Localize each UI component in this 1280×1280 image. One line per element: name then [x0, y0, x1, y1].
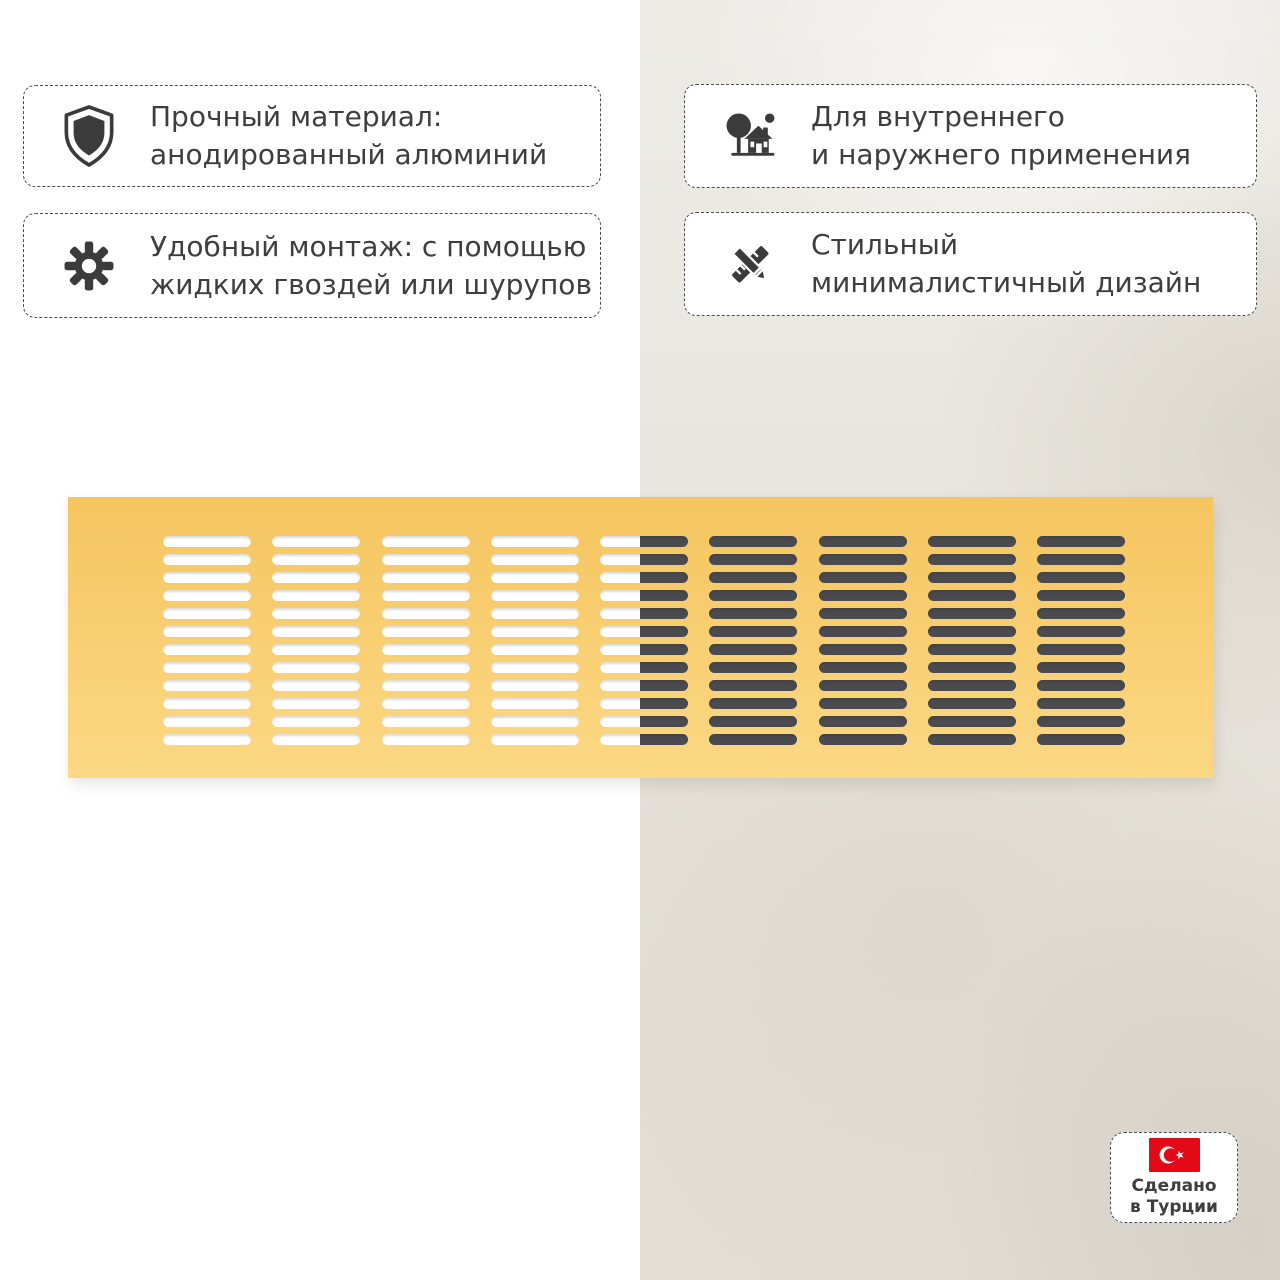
- grille-slot: [272, 716, 360, 727]
- grille-slot: [272, 644, 360, 655]
- grille-slot: [272, 608, 360, 619]
- grille-slot: [272, 572, 360, 583]
- feature-line: и наружнего применения: [811, 138, 1191, 171]
- gear-icon: [52, 239, 126, 293]
- grille-slot: [163, 644, 251, 655]
- grille-slot: [163, 590, 251, 601]
- feature-text: [150, 98, 547, 174]
- feature-line: жидких гвоздей или шурупов: [150, 267, 592, 301]
- shield-icon: [52, 104, 126, 168]
- grille-slot: [819, 554, 907, 565]
- grille-slot: [1037, 680, 1125, 691]
- grille-slot: [272, 680, 360, 691]
- grille-slot: [1037, 626, 1125, 637]
- grille-slot: [382, 680, 470, 691]
- grille-slot: [163, 554, 251, 565]
- grille-slot: [819, 626, 907, 637]
- grille-slot: [491, 572, 579, 583]
- grille-slot: [928, 734, 1016, 745]
- feature-card-design: [684, 212, 1257, 316]
- grille-slot: [1037, 572, 1125, 583]
- grille-slot: [382, 662, 470, 673]
- grille-slot: [819, 734, 907, 745]
- grille-slot: [709, 662, 797, 673]
- grille-slot: [163, 662, 251, 673]
- grille-slot: [1037, 662, 1125, 673]
- grille-slot: [382, 698, 470, 709]
- grille-slot: [382, 734, 470, 745]
- grille-slot: [819, 716, 907, 727]
- feature-text: [811, 226, 1201, 302]
- grille-slot: [819, 662, 907, 673]
- feature-line: Удобный монтаж: с помощью: [150, 229, 587, 263]
- badge-line: Сделано: [1131, 1175, 1217, 1196]
- grille-slot: [928, 572, 1016, 583]
- feature-line: анодированный алюминий: [150, 138, 548, 171]
- grille-slot: [491, 698, 579, 709]
- grille-slot: [163, 608, 251, 619]
- grille-slot: [1037, 698, 1125, 709]
- grille-slot: [819, 608, 907, 619]
- feature-card-usage: [684, 84, 1257, 188]
- grille-slot: [163, 734, 251, 745]
- feature-line: Стильный: [811, 228, 959, 261]
- grille-slot: [928, 608, 1016, 619]
- grille-slot: [709, 644, 797, 655]
- grille-slot: [928, 662, 1016, 673]
- grille-slot: [709, 698, 797, 709]
- grille-slot: [819, 572, 907, 583]
- grille-slot: [819, 698, 907, 709]
- grille-slot: [928, 698, 1016, 709]
- grille-slot: [382, 644, 470, 655]
- grille-slot: [709, 626, 797, 637]
- grille-slot: [491, 554, 579, 565]
- grille-slot: [382, 716, 470, 727]
- grille-slot: [819, 680, 907, 691]
- grille-slot: [491, 590, 579, 601]
- grille-slot: [1037, 590, 1125, 601]
- grille-slot: [272, 536, 360, 547]
- feature-text: [150, 228, 592, 304]
- grille-slot: [928, 680, 1016, 691]
- grille-slot: [272, 554, 360, 565]
- grille-slot: [382, 536, 470, 547]
- grille-slot: [928, 644, 1016, 655]
- grille-slot: [382, 626, 470, 637]
- pencil-ruler-icon: [713, 236, 787, 292]
- grille-slot: [709, 554, 797, 565]
- grille-slot: [491, 644, 579, 655]
- turkey-flag-icon: [1149, 1138, 1200, 1172]
- grille-slot: [491, 734, 579, 745]
- grille-slot: [1037, 554, 1125, 565]
- grille-slot: [491, 536, 579, 547]
- grille-slot: [1037, 608, 1125, 619]
- grille-slot: [709, 716, 797, 727]
- grille-slot: [163, 716, 251, 727]
- grille-slot: [382, 608, 470, 619]
- grille-slot: [382, 554, 470, 565]
- grille-slot: [272, 626, 360, 637]
- feature-card-mounting: [23, 213, 601, 318]
- grille-slot: [928, 590, 1016, 601]
- grille-slot: [382, 590, 470, 601]
- grille-slot: [709, 590, 797, 601]
- grille-slot: [1037, 734, 1125, 745]
- grille-slot: [1037, 536, 1125, 547]
- grille-slot: [1037, 716, 1125, 727]
- grille-slot: [709, 572, 797, 583]
- grille-slot: [709, 608, 797, 619]
- grille-slot: [272, 698, 360, 709]
- grille-slot: [491, 716, 579, 727]
- grille-slot: [491, 626, 579, 637]
- badge-line: в Турции: [1130, 1196, 1218, 1217]
- grille-slot: [709, 536, 797, 547]
- grille-slot: [819, 536, 907, 547]
- vent-grille-plate: [68, 497, 1213, 778]
- feature-card-material: [23, 85, 601, 187]
- grille-slot: [163, 572, 251, 583]
- grille-slot: [709, 680, 797, 691]
- grille-slot: [1037, 644, 1125, 655]
- grille-slot: [382, 572, 470, 583]
- grille-slot: [272, 590, 360, 601]
- grille-slot: [163, 680, 251, 691]
- grille-slot: [163, 626, 251, 637]
- feature-line: Для внутреннего: [811, 100, 1065, 133]
- grille-slot: [163, 698, 251, 709]
- grille-slot: [928, 716, 1016, 727]
- grille-slot: [272, 662, 360, 673]
- feature-line: Прочный материал:: [150, 100, 443, 133]
- feature-line: минималистичный дизайн: [811, 266, 1202, 299]
- grille-slot: [272, 734, 360, 745]
- grille-slot: [819, 590, 907, 601]
- grille-slot: [491, 662, 579, 673]
- grille-slot: [163, 536, 251, 547]
- made-in-turkey-badge: [1110, 1132, 1238, 1223]
- grille-slot: [928, 536, 1016, 547]
- house-tree-icon: [713, 106, 787, 166]
- grille-slot: [928, 626, 1016, 637]
- feature-text: [811, 98, 1191, 174]
- grille-slot: [928, 554, 1016, 565]
- grille-slot: [491, 608, 579, 619]
- grille-slot: [709, 734, 797, 745]
- grille-slot: [491, 680, 579, 691]
- grille-slot: [819, 644, 907, 655]
